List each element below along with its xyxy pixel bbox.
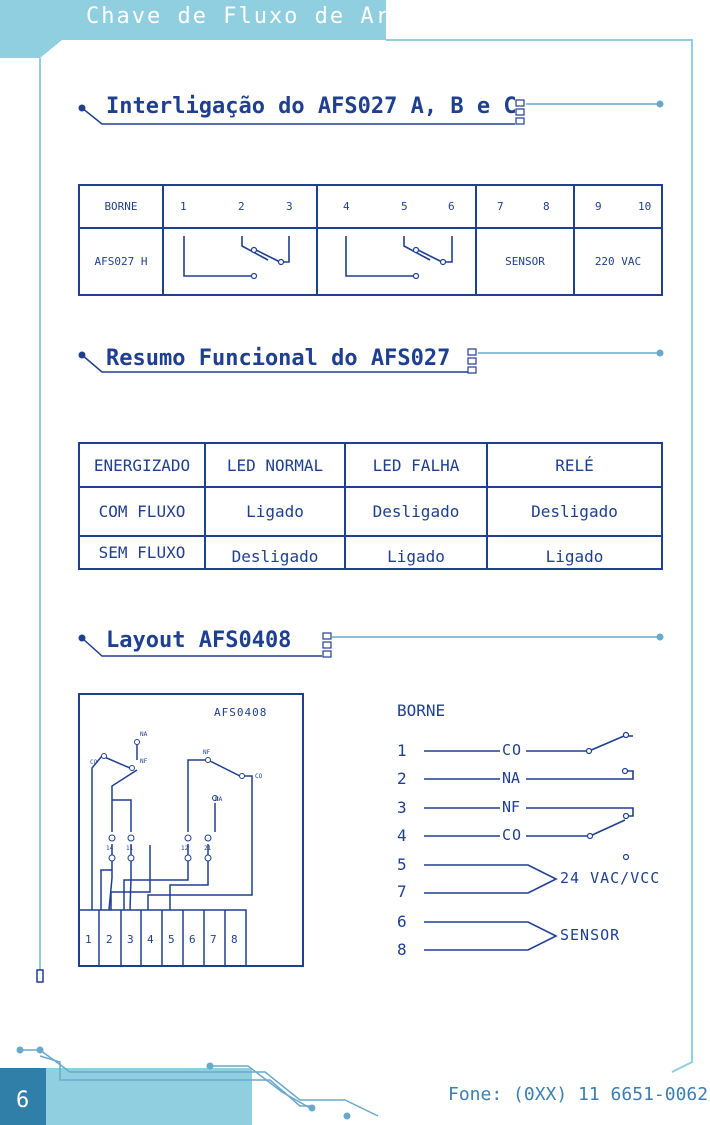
terminal-block-number: 1 bbox=[85, 933, 92, 946]
contact-label: NA bbox=[215, 796, 223, 803]
summary-cell: Desligado bbox=[531, 502, 618, 521]
terminal-block-number: 3 bbox=[127, 933, 134, 946]
terminal-block-number: 7 bbox=[210, 933, 217, 946]
summary-header-cell: LED NORMAL bbox=[226, 455, 324, 475]
wiring-heading: BORNE bbox=[397, 701, 446, 720]
terminal-number: 5 bbox=[401, 200, 408, 213]
sensor-wiring-label: SENSOR bbox=[560, 926, 621, 944]
terminal-number: 3 bbox=[286, 200, 293, 213]
wiring-number: 5 bbox=[397, 855, 407, 874]
terminal-number: 9 bbox=[595, 200, 602, 213]
borne-header: BORNE bbox=[104, 200, 138, 213]
page-number: 6 bbox=[16, 1088, 30, 1113]
terminal-number: 1 bbox=[180, 200, 187, 213]
phone-number: Fone: (0XX) 11 6651-0062 bbox=[448, 1084, 709, 1105]
terminal-block-number: 4 bbox=[147, 933, 154, 946]
summary-header-cell: ENERGIZADO bbox=[93, 455, 191, 475]
wiring-number: 8 bbox=[397, 940, 407, 959]
supply-label: 24 VAC/VCC bbox=[560, 869, 661, 887]
terminal-number: 4 bbox=[343, 200, 350, 213]
terminal-number: 10 bbox=[638, 200, 652, 213]
contact-label: NF bbox=[203, 749, 211, 756]
summary-header-cell: RELÉ bbox=[555, 455, 594, 475]
sensor-label: SENSOR bbox=[505, 255, 545, 268]
wiring-number: 2 bbox=[397, 769, 407, 788]
voltage-label: 220 VAC bbox=[594, 255, 642, 268]
contact-label: NA bbox=[140, 731, 148, 738]
summary-cell: Ligado bbox=[545, 547, 604, 566]
terminal-number: 7 bbox=[497, 200, 504, 213]
terminal-block-number: 2 bbox=[106, 933, 113, 946]
section-title-layout: Layout AFS0408 bbox=[106, 628, 292, 653]
contact-label: 21 bbox=[204, 845, 212, 852]
contact-na: NA bbox=[502, 769, 521, 787]
contact-co: CO bbox=[502, 741, 523, 759]
contact-co: CO bbox=[502, 826, 523, 844]
contact-label: NF bbox=[140, 758, 148, 765]
contact-label: 14 bbox=[106, 845, 114, 852]
wiring-number: 4 bbox=[397, 826, 407, 845]
section-title-resumo: Resumo Funcional do AFS027 bbox=[106, 346, 451, 371]
summary-header-cell: LED FALHA bbox=[372, 455, 460, 475]
contact-nf: NF bbox=[502, 798, 521, 816]
summary-cell: Desligado bbox=[231, 547, 319, 566]
afs027-row-label: AFS027 H bbox=[94, 255, 148, 268]
terminal-block-number: 8 bbox=[231, 933, 238, 946]
summary-cell: COM FLUXO bbox=[98, 502, 186, 521]
wiring-number: 3 bbox=[397, 798, 407, 817]
terminal-number: 8 bbox=[543, 200, 550, 213]
summary-cell: Ligado bbox=[387, 547, 445, 566]
contact-label: CO bbox=[90, 759, 98, 766]
terminal-number: 2 bbox=[238, 200, 245, 213]
section-title-interligacao: Interligação do AFS027 A, B e C bbox=[106, 94, 517, 119]
contact-label: 12 bbox=[181, 845, 189, 852]
contact-label: 11 bbox=[126, 845, 134, 852]
summary-cell: Desligado bbox=[372, 502, 460, 521]
wiring-number: 6 bbox=[397, 912, 407, 931]
document-title: Chave de Fluxo de Ar bbox=[86, 4, 391, 29]
board-label: AFS0408 bbox=[214, 706, 268, 719]
wiring-number: 7 bbox=[397, 882, 407, 901]
wiring-number: 1 bbox=[397, 741, 407, 760]
terminal-block-number: 6 bbox=[189, 933, 196, 946]
contact-label: CO bbox=[255, 773, 263, 780]
terminal-number: 6 bbox=[448, 200, 455, 213]
terminal-block-number: 5 bbox=[168, 933, 175, 946]
summary-cell: Ligado bbox=[246, 502, 304, 521]
summary-cell: SEM FLUXO bbox=[98, 543, 186, 562]
